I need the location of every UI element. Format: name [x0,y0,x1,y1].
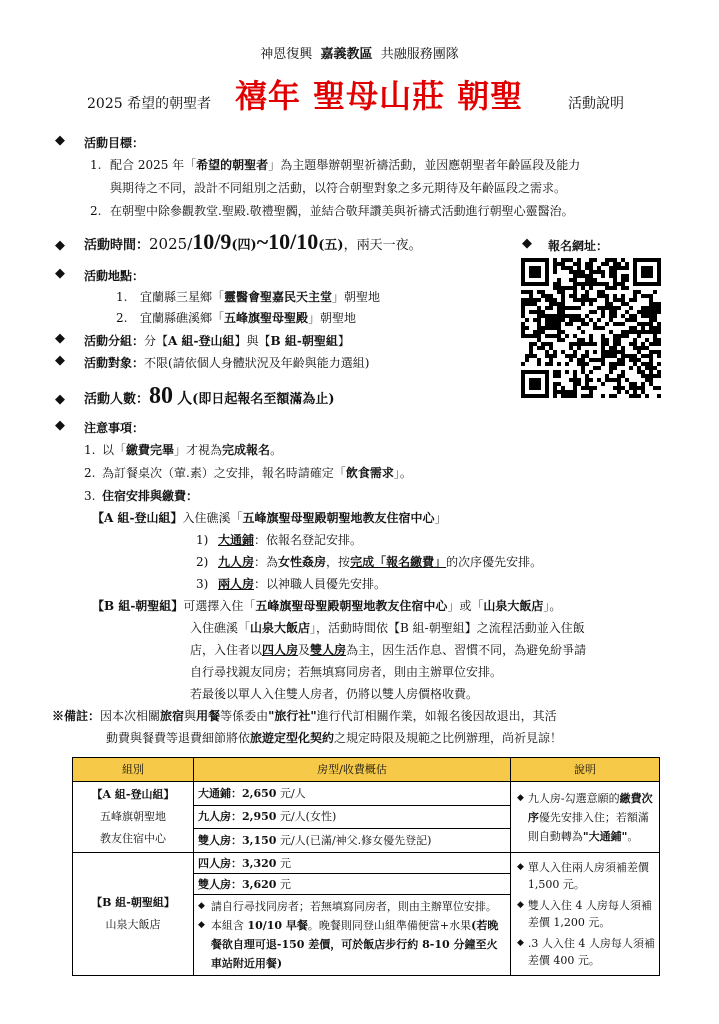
location-2 [140,310,356,326]
group-b-cell [73,853,194,976]
text-bold: 【A 組-登山組】 [91,788,175,801]
text: 教友住宿中心 [100,832,166,845]
text: 元/人(已滿/神父.修女優先登記) [276,834,432,848]
text-bold: 繳費次序 [527,791,653,824]
text-bold: 完成報名 [222,443,271,457]
text: 優先安排入住；若額滿則自動轉為 [527,810,649,843]
text-bold: "大通鋪" [582,829,628,843]
text: 與 [184,709,197,723]
bullet-diamond-icon: ◆ [55,133,65,148]
text: 」，活動時間依【B 組-朝聖組】之流程活動並入住飯 [310,621,585,635]
qr-code-icon [521,258,661,398]
fee-a-2 [194,805,511,829]
text: 進行代訂相關作業，如報名後因故退出，其活 [316,709,557,723]
text: 元 [276,877,291,891]
count-num: 80 [149,383,174,409]
text-bold: 飲食需求 [345,466,394,480]
notes-label: 注意事項： [84,421,145,435]
fee-a-1 [194,782,511,806]
note-b-3 [517,935,655,969]
text-bold: (若晚餐欲自理可退-150 差價，可於飯店步行約 8-10 分鐘至火車站附近用餐) [210,919,499,970]
text-bold: 旅遊定型化契約 [250,731,335,745]
text: 為訂餐桌次（葷.素）之安排，報名時請確定「 [102,466,346,480]
text-bold: 雙人房：3,620 [198,877,277,891]
time-date2: 10/10 [268,229,319,254]
text: 。 [270,443,283,457]
group-b-line3 [190,642,586,658]
goals-item1-line1 [110,157,580,173]
goals-item2: 在朝聖中除參觀教堂.聖殿.敬禮聖髑，並結合敬拜讚美與祈禱式活動進行朝聖心靈醫治。 [110,204,574,218]
groups-label: 活動分組： [84,334,145,348]
text: 五峰旗朝聖地 [100,810,166,823]
org-line [0,47,719,63]
text-bold: 五峰旗聖母聖殿朝聖地教友住宿中心 [242,511,435,525]
text: 元 [276,856,291,870]
text: 」。 [543,599,562,613]
year-label: 2025 希望的朝聖者 [87,96,212,112]
fee-b-2 [194,874,511,895]
text: 單人入住兩人房須補差價 1,500 元。 [527,861,649,891]
org-suffix: 共融服務團隊 [380,47,459,62]
note-b-cell [511,853,660,976]
text-bold: 雙人房 [310,643,347,657]
text: 宜蘭縣三星鄉「 [140,290,225,304]
text-bold: 大通鋪 [218,533,255,547]
time-suffix: ，兩天一夜。 [343,238,422,253]
text-bold: 山泉大飯店 [250,621,311,635]
note-a-cell [511,782,660,853]
goals-item1-line2: 與期待之不同，設計不同組別之活動，以符合朝聖對象之多元期待及年齡區段之需求。 [110,181,567,195]
bullet-diamond-icon: ◆ [517,938,524,948]
text: 」才視為 [174,443,223,457]
org-diocese: 嘉義教區 [320,47,373,62]
group-a-2 [218,554,542,570]
count-unit: 人 [177,389,193,407]
text: 】 [337,334,350,348]
note-b-1 [517,859,655,893]
count-line [84,381,334,415]
note-a [517,789,655,846]
group-a-line [92,510,447,526]
group-b-line2 [190,620,585,636]
org-prefix: 神恩復興 [260,47,313,62]
text-bold: 九人房：2,950 [198,810,277,824]
location-2-num: 2. [116,311,128,325]
text: 」 [434,511,447,525]
text-bold: 靈醫會聖嘉民天主堂 [224,290,333,304]
text-bold: 希望的朝聖者 [196,158,269,172]
remark-line2 [106,730,562,746]
table-row [73,853,660,874]
notes-1-num: 1. [84,443,96,457]
time-sep: ~ [256,229,269,254]
notes-2-num: 2. [84,466,96,480]
note-b-2 [517,897,655,931]
remark-line1 [52,708,557,724]
text: 請自行尋找同房者；若無填寫同房者，則由主辦單位安排。 [210,900,497,913]
text-bold: 旅宿 [160,709,185,723]
text: 入住礁溪「 [182,511,243,525]
target-text: 不限(請依個人身體狀況及年齡與能力選組) [144,356,370,370]
text-bold: 大通鋪：2,650 [198,786,277,800]
text: 宜蘭縣礁溪鄉「 [140,311,225,325]
time-date1: 10/9 [192,229,232,254]
bullet-diamond-icon: ◆ [522,236,532,251]
text: 為主，因生活作息、習慣不同，為避免紛爭請 [346,643,587,657]
text-bold: 繳費完畢 [126,443,175,457]
group-a-cell [73,782,194,853]
bullet-diamond-icon: ◆ [517,862,524,872]
text: 元/人 [276,786,306,800]
text: 配合 2025 年「 [110,158,197,172]
bullet-diamond-icon: ◆ [517,792,524,803]
header-note: 說明 [511,758,660,782]
group-a-3 [218,576,386,592]
text: 入住礁溪「 [190,621,251,635]
group-b-tag: 【B 組-朝聖組】 [92,599,184,613]
bullet-diamond-icon: ◆ [55,418,65,433]
time-weekday2: (五) [318,238,344,253]
remark-label: ※備註： [52,709,101,723]
notes-3-num: 3. [84,489,96,503]
group-b-line5: 若最後以單人入住雙人房者，仍將以雙人房價格收費。 [190,687,479,701]
text: 」朝聖地 [308,311,357,325]
text: 的次序優先安排。 [446,555,543,569]
text-bold: 兩人房 [218,577,255,591]
time-year: 2025/ [149,235,193,253]
bullet-diamond-icon: ◆ [198,920,205,930]
count-label: 活動人數： [84,392,150,407]
text: 。 [627,829,639,843]
bullet-diamond-icon: ◆ [198,901,205,911]
bullet-diamond-icon: ◆ [55,266,65,281]
location-1-num: 1. [116,290,128,304]
text: 雙人入住 4 人房每人須補差價 1,200 元。 [527,899,652,929]
text-bold: 四人房：3,320 [198,856,277,870]
text-bold: 完成「報名繳費」 [350,555,447,569]
text: 店，入住者以 [190,643,263,657]
fee-b-notes [194,895,511,976]
fee-b-note-2 [198,916,506,973]
target-label: 活動對象： [84,356,145,370]
target-line [84,355,369,371]
group-a-1-num: 1) [196,533,209,547]
text-bold: 山泉大飯店 [483,599,544,613]
location-label: 活動地點： [84,269,145,283]
time-weekday1: (四) [231,238,257,253]
bullet-diamond-icon: ◆ [55,331,65,346]
text-bold: "旅行社" [268,709,317,723]
time-line [84,228,422,260]
text: 九人房-勾選意願的 [527,791,620,805]
signup-label: 報名網址： [548,239,609,253]
text: 等係委由 [220,709,269,723]
text-bold: 【B 組-朝聖組】 [91,896,175,909]
bullet-diamond-icon: ◆ [55,392,65,407]
subtitle: 活動說明 [568,96,624,112]
signup-qr-code[interactable] [521,258,661,398]
bullet-diamond-icon: ◆ [55,353,65,368]
goals-item2-num: 2. [90,204,102,218]
group-b-line4: 自行尋找親友同房；若無填寫同房者，則由主辦單位安排。 [190,665,503,679]
goals-label: 活動目標： [84,136,145,150]
text-bold: 五峰旗聖母聖殿朝聖地教友住宿中心 [255,599,448,613]
text: 」為主題舉辦朝聖祈禱活動，並因應朝聖者年齡區段及能力 [268,158,581,172]
header-group: 組別 [73,758,194,782]
text: ：以神職人員優先安排。 [254,577,387,591]
groups-line [84,333,350,349]
text: 及 [298,643,311,657]
text: ，按 [326,555,351,569]
text: .3 人入住 4 人房每人須補差價 400 元。 [527,937,655,967]
text-bold: 用餐 [196,709,221,723]
table-row [73,782,660,806]
group-b: B 組-朝聖組 [270,334,338,348]
text: 元/人(女性) [276,810,337,824]
text: 動費與餐費等退費細節將依 [106,731,251,745]
text: 」或「 [447,599,484,613]
location-1 [140,289,380,305]
fee-b-1 [194,853,511,874]
text-bold: 雙人房：3,150 [198,834,277,848]
text-bold: 四人房 [262,643,299,657]
text: 」朝聖地 [332,290,381,304]
fee-a-3 [194,829,511,853]
text: 。晚餐則同登山組準備便當+水果 [307,919,472,932]
text: 」。 [393,466,412,480]
text: 山泉大飯店 [105,918,161,931]
group-b-line1 [92,598,561,614]
goals-item1-num: 1. [90,158,102,172]
text: ：為 [254,555,279,569]
text-bold: 10/10 早餐 [247,919,308,932]
text: 以「 [102,443,127,457]
notes-1 [102,442,282,458]
table-header-row [73,758,660,782]
bullet-diamond-icon: ◆ [55,238,65,253]
count-note: (即日起報名至額滿為止) [192,392,335,407]
text-bold: 九人房 [218,555,255,569]
time-label: 活動時間： [84,238,150,253]
bullet-diamond-icon: ◆ [517,900,524,910]
main-title: 禧年 聖母山莊 朝聖 [235,77,524,115]
group-a-3-num: 3) [196,577,209,591]
text: 可選擇入住「 [183,599,256,613]
text-bold: 女性姦房 [278,555,327,569]
group-a-2-num: 2) [196,555,209,569]
text: 分【 [144,334,169,348]
fee-table [72,757,660,976]
header-fee: 房型/收費概估 [194,758,511,782]
fee-b-note-1 [198,897,506,916]
group-a-1 [218,532,362,548]
text: 本組含 [210,919,248,932]
text-bold: 五峰旗聖母聖殿 [224,311,309,325]
text: 之規定時限及規範之比例辦理，尚祈見諒！ [334,731,563,745]
notes-2 [102,465,412,481]
text: 】與【 [234,334,271,348]
group-a: A 組-登山組 [168,334,235,348]
text: 因本次相關 [100,709,161,723]
group-a-tag: 【A 組-登山組】 [92,511,183,525]
text: ：依報名登記安排。 [254,533,363,547]
notes-3: 住宿安排與繳費： [102,489,199,503]
